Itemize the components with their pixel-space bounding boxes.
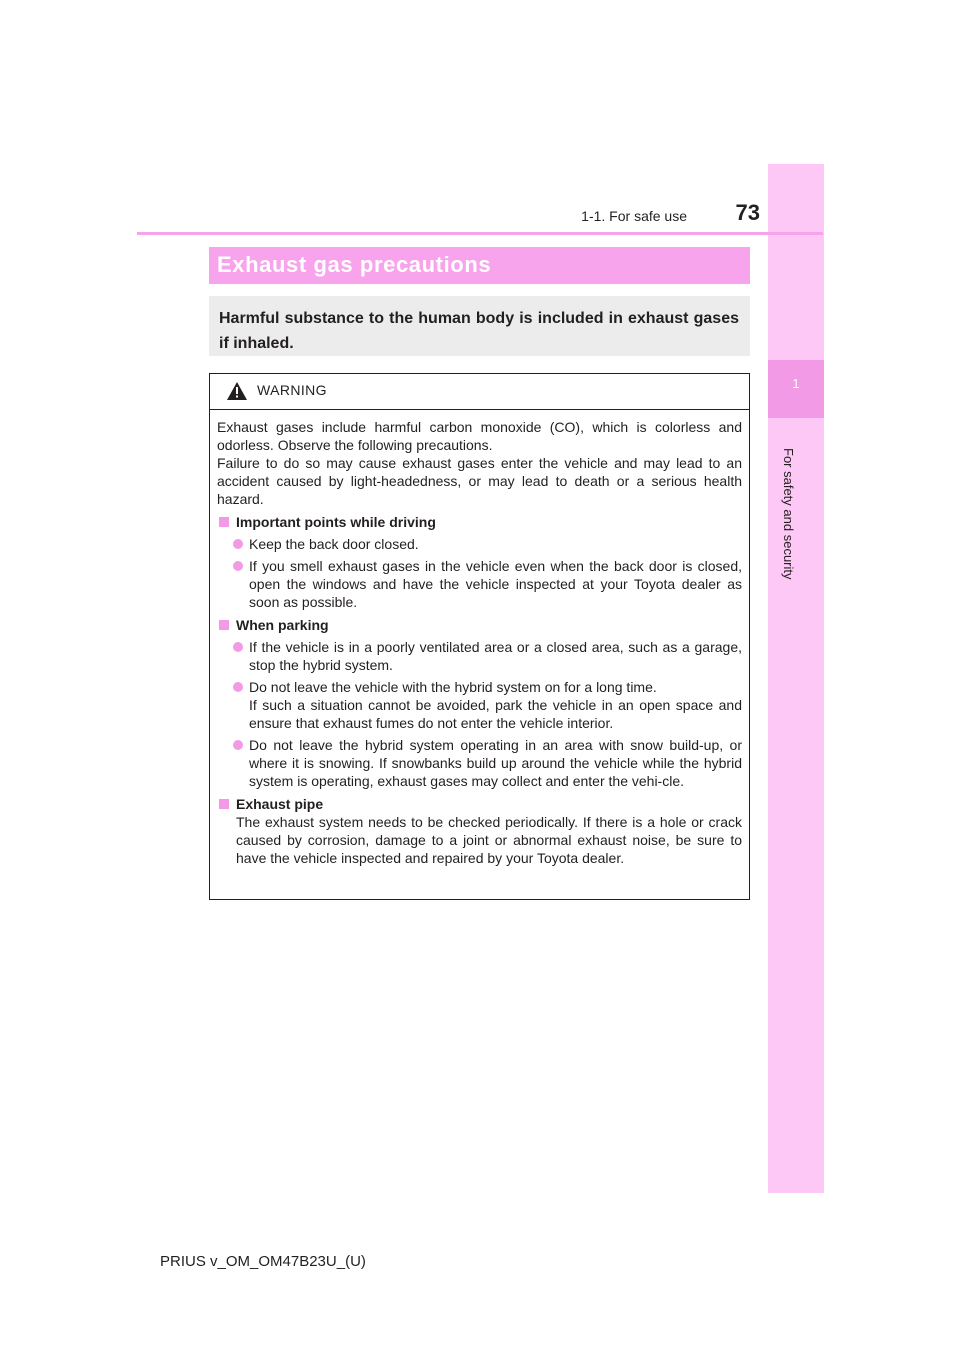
circle-bullet-icon [233,642,243,652]
side-strip [768,164,824,1193]
header-rule [137,232,823,235]
square-bullet-icon [219,620,229,630]
intro-box [209,296,750,356]
circle-bullet-icon [233,740,243,750]
section-heading: Important points while driving [217,513,742,531]
bullet-item: Keep the back door closed. [217,535,742,553]
warning-triangle-icon [227,382,247,400]
warning-title: WARNING [257,382,327,398]
page-number: 73 [735,200,760,225]
section-heading: Exhaust pipe [217,795,742,813]
section-heading: When parking [217,616,742,634]
warning-intro-2: Failure to do so may cause exhaust gases enter the vehicle and may lead to an accident caused by light-headedness, or may lead to death or a serious health hazard. [217,455,742,507]
circle-bullet-icon [233,539,243,549]
bullet-item: Do not leave the hybrid system operating in an area with snow build-up, or where it is snowing. If snowbanks build up around the vehicle while the hybrid system is operating, exhaust gases may collect and enter the vehi-cle. [217,736,742,790]
warning-header [210,374,749,410]
chapter-label: For safety and security [781,448,796,580]
section-paragraph: The exhaust system needs to be checked periodically. If there is a hole or crack caused by corrosion, damage to a joint or abnormal exhaust noise, be sure to have the vehicle inspected and repaired by your Toyota dealer. [236,814,742,866]
square-bullet-icon [219,799,229,809]
bullet-item: If you smell exhaust gases in the vehicle even when the back door is closed, open the windows and have the vehicle inspected at your Toyota dealer as soon as possible. [217,557,742,611]
circle-bullet-icon [233,561,243,571]
intro-text: Harmful substance to the human body is included in exhaust gases if inhaled. [219,310,739,352]
circle-bullet-icon [233,682,243,692]
square-bullet-icon [219,517,229,527]
page-title: Exhaust gas precautions [217,252,492,277]
warning-intro-1: Exhaust gases include harmful carbon monoxide (CO), which is colorless and odorless. Observe the following precautions. [217,419,742,453]
bullet-item: If the vehicle is in a poorly ventilated area or a closed area, such as a garage, stop the hybrid system. [217,638,742,674]
chapter-number: 1 [792,376,800,391]
warning-box [209,373,750,900]
title-bar [209,247,750,284]
footer-doc-id: PRIUS v_OM_OM47B23U_(U) [160,1253,366,1270]
warning-body [217,418,742,867]
section-title: 1-1. For safe use [581,208,687,224]
bullet-item: Do not leave the vehicle with the hybrid system on for a long time. If such a situation cannot be avoided, park the vehicle in an open space and ensure that exhaust fumes do not enter the vehicle interior. [217,678,742,732]
